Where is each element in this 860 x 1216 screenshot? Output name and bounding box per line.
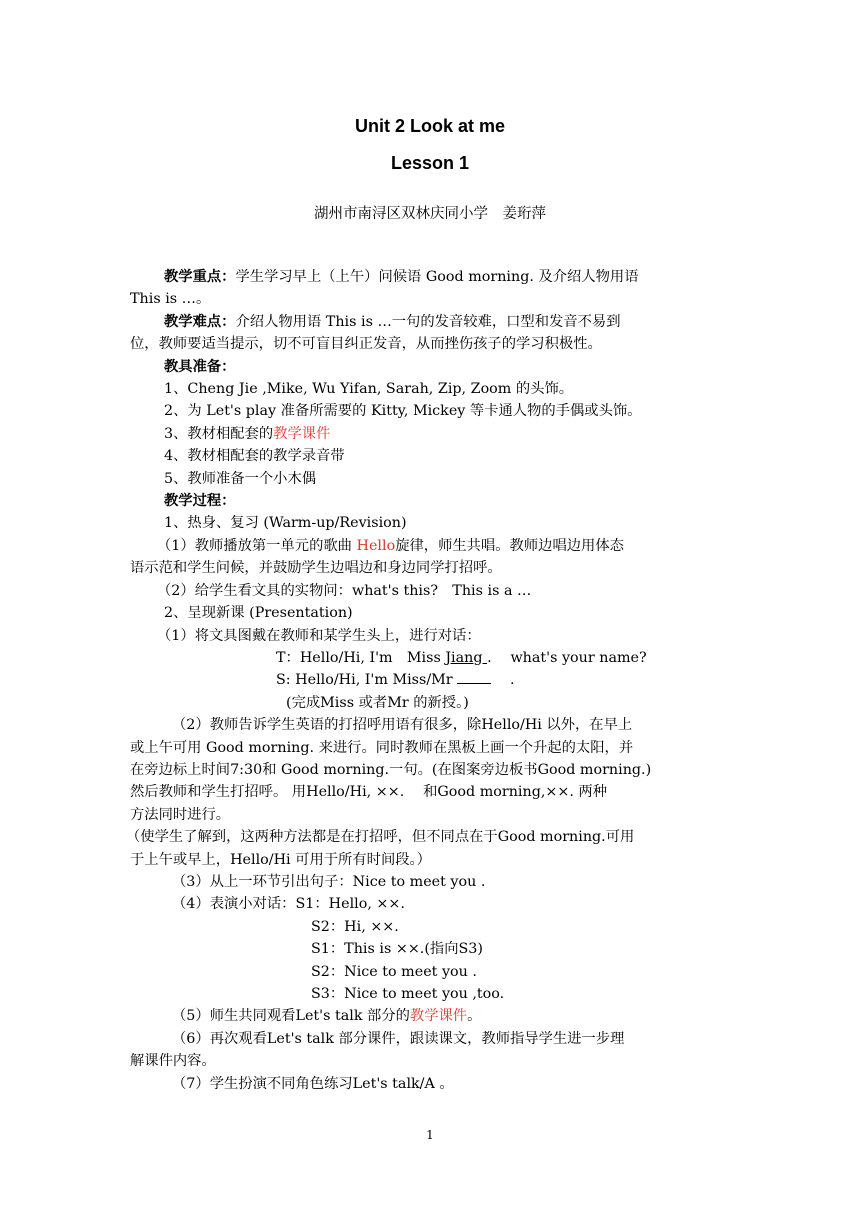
key-point-cont: This is …。	[130, 291, 211, 308]
step-2-2-l5: 方法同时进行。	[130, 806, 231, 823]
step-2-heading: 2、呈现新课 (Presentation)	[164, 605, 353, 622]
step-2-1: （1）将文具图戴在教师和某学生头上，进行对话：	[157, 627, 481, 644]
prep-item-4: 4、教材相配套的教学录音带	[164, 448, 345, 465]
step-1-2: （2）给学生看文具的实物问：what's this? This is a …	[157, 582, 532, 599]
step-2-2-l4: 然后教师和学生打招呼。 用Hello/Hi, ××. 和Good morning,××. 两种	[130, 784, 608, 801]
step-2-4: （4）表演小对话：S1：Hello, ××.	[172, 896, 405, 913]
difficult-point-cont: 位，教师要适当提示，切不可盲目纠正发音，从而挫伤孩子的学习积极性。	[130, 336, 602, 353]
courseware-link-2[interactable]: 教学课件	[409, 1008, 468, 1025]
step-2-4-b: S1：This is ××.(指向S3)	[311, 941, 483, 958]
step-2-2-l3: 在旁边标上时间7:30和 Good morning.一句。(在图案旁边板书Good morning.)	[130, 761, 652, 778]
step-2-2: （2）教师告诉学生英语的打招呼用语有很多，除Hello/Hi 以外，在早上	[172, 717, 633, 734]
courseware-link[interactable]: 教学课件	[273, 425, 331, 442]
key-point: 教学重点：学生学习早上（上午）问候语 Good morning. 及介绍人物用语	[164, 269, 639, 285]
step-2-4-c: S2：Nice to meet you .	[311, 963, 477, 980]
name-blank	[457, 669, 491, 684]
prep-item-1: 1、Cheng Jie ,Mike, Wu Yifan, Sarah, Zip, Zoom 的头饰。	[164, 381, 574, 398]
author-line: 湖州市南浔区双林庆同小学 姜珩萍	[314, 206, 546, 222]
step-2-3: （3）从上一环节引出句子：Nice to meet you .	[172, 873, 486, 890]
step-1-1: （1）教师播放第一单元的歌曲 Hello旋律，师生共唱。教师边唱边用体态	[157, 537, 624, 554]
dialogue-student: S: Hello/Hi, I'm Miss/Mr .	[130, 669, 730, 691]
difficult-point: 教学难点：介绍人物用语 This is …一句的发音较难，口型和发音不易到	[164, 313, 621, 330]
hello-song-link[interactable]: Hello	[356, 537, 396, 554]
page-number: 1	[426, 1128, 434, 1142]
step-2-4-a: S2：Hi, ××.	[311, 918, 399, 935]
process-label: 教学过程：	[164, 493, 236, 510]
difficult-point-label: 教学难点：	[164, 313, 236, 330]
step-2-6-cont: 解课件内容。	[130, 1053, 216, 1070]
key-point-label: 教学重点：	[164, 269, 236, 285]
note-l2: 于上午或早上，Hello/Hi 可用于所有时间段。）	[130, 851, 431, 868]
step-2-6: （6）再次观看Let's talk 部分课件，跟读课文，教师指导学生进一步理	[172, 1030, 625, 1047]
step-1-heading: 1、热身、复习 (Warm-up/Revision)	[164, 515, 407, 532]
step-2-2-l2: 或上午可用 Good morning. 来进行。同时教师在黑板上画一个升起的太阳，并	[130, 739, 634, 756]
unit-title: Unit 2 Look at me	[354, 116, 506, 136]
prep-label: 教具准备：	[164, 358, 236, 375]
document-body	[126, 266, 730, 1095]
teacher-name: Jiang	[445, 649, 488, 666]
dialogue-note: (完成Miss 或者Mr 的新授。)	[286, 694, 469, 711]
note-l1: （使学生了解到，这两种方法都是在打招呼，但不同点在于Good morning.可用	[126, 829, 635, 846]
prep-item-3: 3、教材相配套的教学课件	[164, 425, 331, 442]
step-2-4-d: S3：Nice to meet you ,too.	[311, 986, 505, 1002]
step-1-1-cont: 语示范和学生问候，并鼓励学生边唱边和身边同学打招呼。	[130, 560, 502, 577]
step-2-7: （7）学生扮演不同角色练习Let's talk/A 。	[172, 1075, 454, 1092]
step-2-5: （5）师生共同观看Let's talk 部分的教学课件。	[172, 1008, 482, 1025]
prep-item-5: 5、教师准备一个小木偶	[164, 470, 317, 487]
lesson-title: Lesson 1	[390, 153, 470, 173]
prep-item-2: 2、为 Let's play 准备所需要的 Kitty, Mickey 等卡通人物的手偶或头饰。	[164, 403, 642, 420]
dialogue-teacher: T：Hello/Hi, I'm Miss Jiang . what's your name?	[276, 649, 647, 666]
